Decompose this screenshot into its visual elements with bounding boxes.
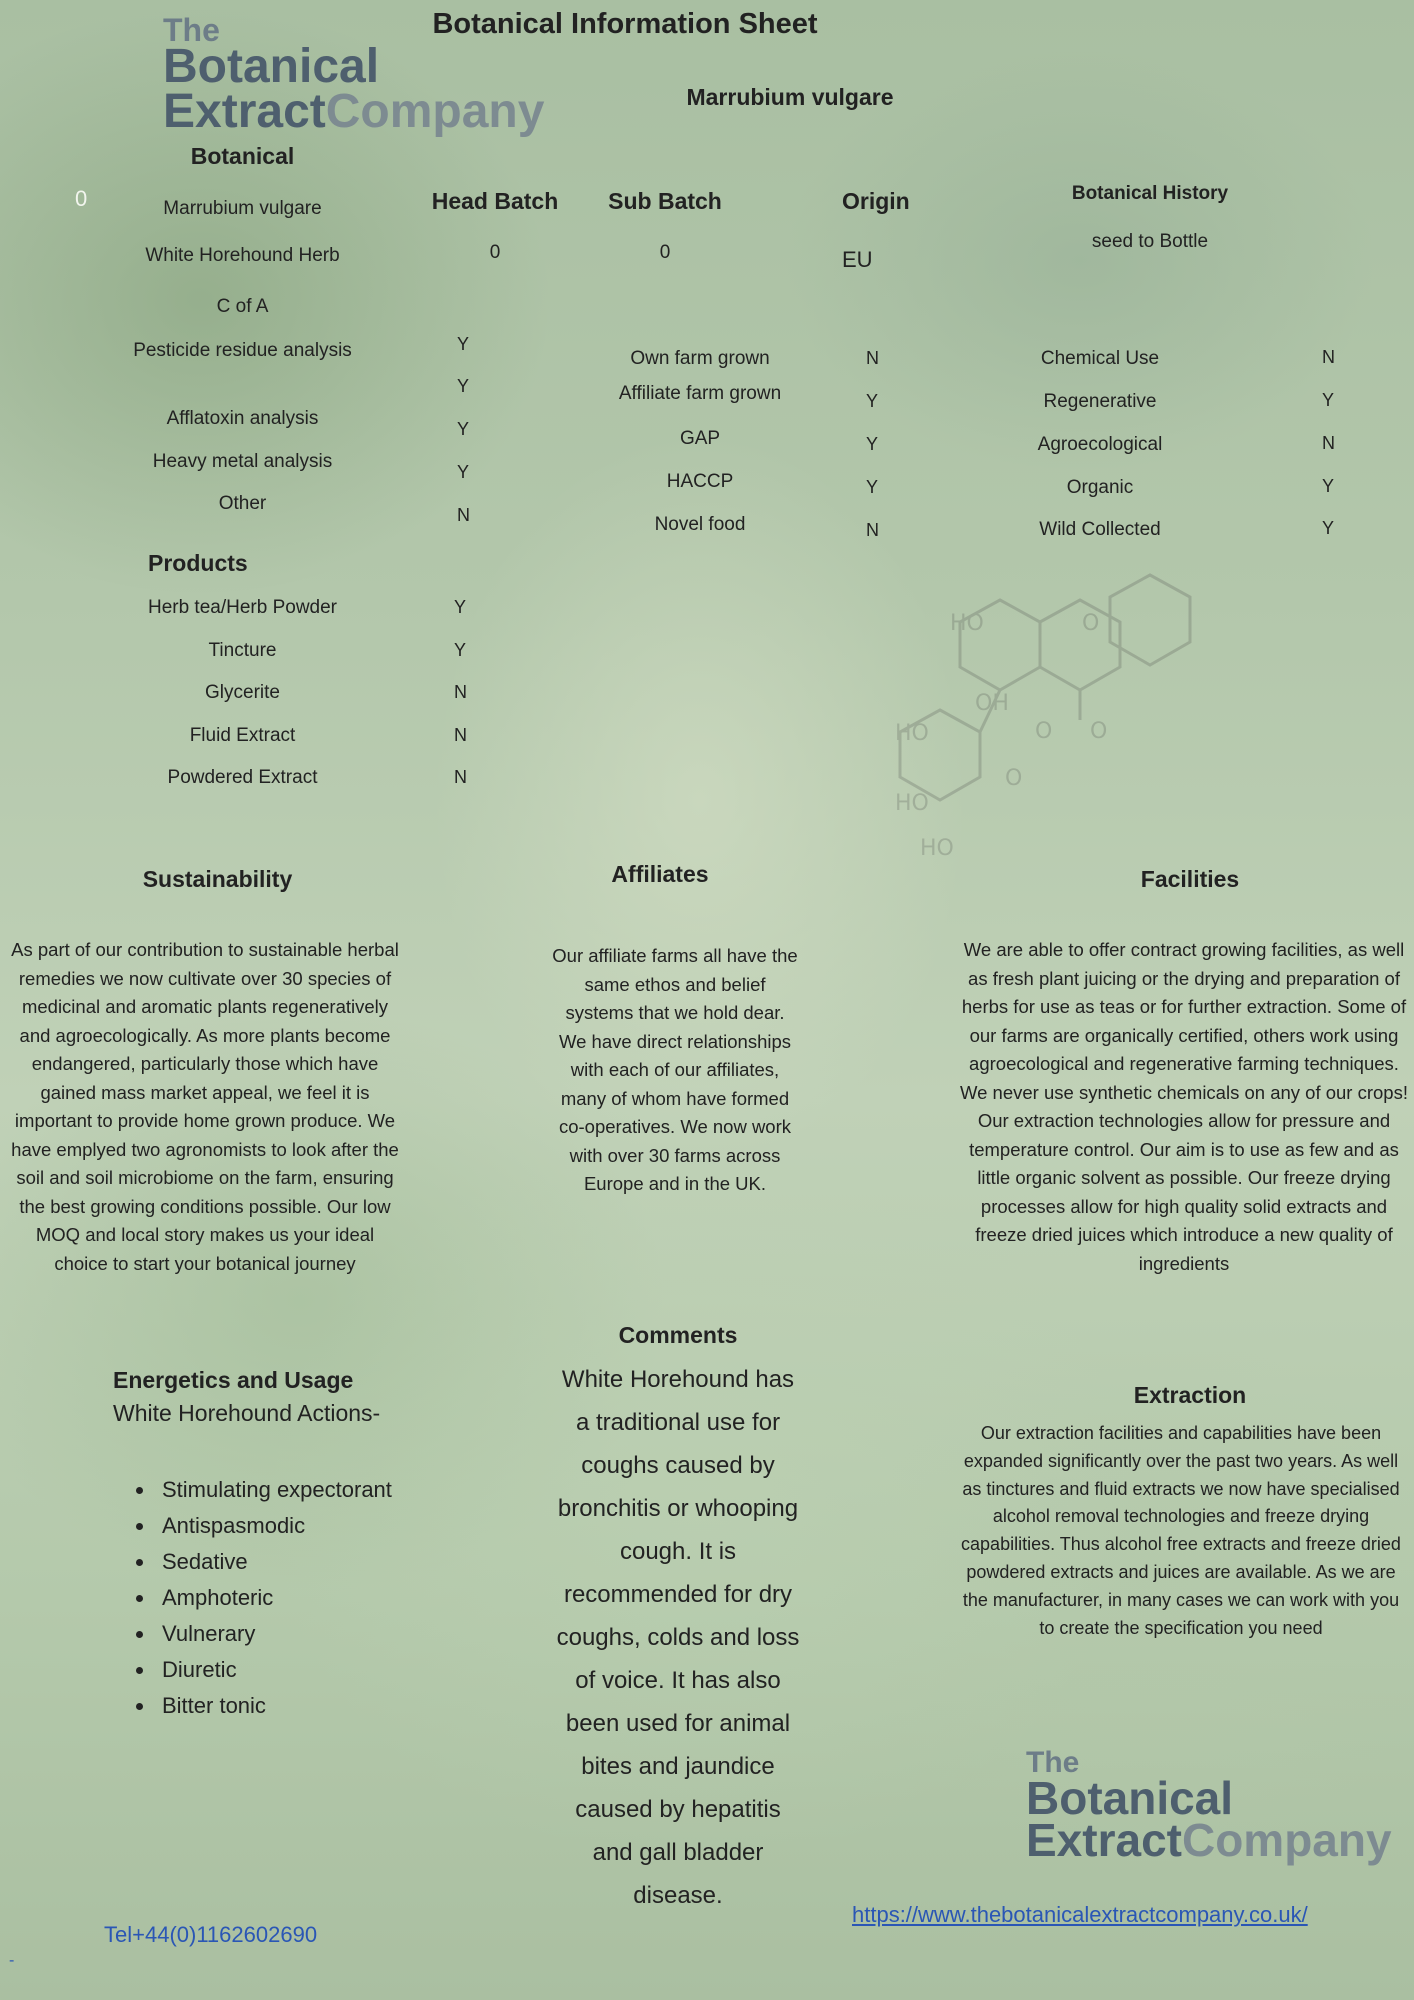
- action-item: • Vulnerary: [156, 1616, 392, 1652]
- product-value: N: [454, 725, 467, 745]
- practice-value: N: [1322, 347, 1335, 367]
- website-link[interactable]: https://www.thebotanicalextractcompany.co.uk/: [852, 1902, 1308, 1927]
- head-batch-value: 0: [489, 242, 501, 263]
- coa-value: Y: [457, 419, 470, 439]
- sourcing-value: Y: [866, 434, 879, 454]
- energetics-subheading: White Horehound Actions-: [113, 1400, 381, 1426]
- sourcing-label: GAP: [679, 428, 721, 449]
- product-value: Y: [454, 597, 467, 617]
- svg-text:HO: HO: [895, 791, 929, 816]
- sourcing-value: N: [866, 348, 879, 368]
- action-item: • Antispasmodic: [156, 1508, 392, 1544]
- practice-value: Y: [1322, 518, 1335, 538]
- footer-dash: -: [9, 1952, 15, 1969]
- company-logo-bottom: [1026, 1746, 1392, 1866]
- coa-label: Pesticide residue analysis: [133, 340, 352, 361]
- action-item: • Bitter tonic: [156, 1688, 392, 1724]
- action-item: • Amphoteric: [156, 1580, 392, 1616]
- botanical-heading: Botanical: [190, 143, 295, 169]
- svg-text:HO: HO: [895, 721, 929, 746]
- sourcing-value: N: [866, 520, 879, 540]
- svg-text:HO: HO: [920, 836, 954, 860]
- affiliates-text: Our affiliate farms all have the same ethos and belief systems that we hold dear. We have direct relationships with each of our affiliates, many of whom have formed co-operatives. We now work with over 30 farms across Europe and in the UK.: [552, 945, 798, 1194]
- head-batch-label: Head Batch: [431, 188, 559, 214]
- sourcing-value: Y: [866, 391, 879, 411]
- sourcing-value: Y: [866, 477, 879, 497]
- latin-name: Marrubium vulgare: [163, 198, 322, 219]
- sourcing-label: Own farm grown: [630, 348, 770, 369]
- product-label: Fluid Extract: [189, 725, 296, 746]
- actions-list: [128, 1472, 392, 1724]
- coa-value: Y: [457, 334, 470, 354]
- product-label: Powdered Extract: [167, 767, 318, 788]
- practice-label: Wild Collected: [1039, 519, 1161, 540]
- history-value: seed to Bottle: [1091, 231, 1209, 252]
- svg-text:OH: OH: [975, 691, 1009, 716]
- logo-line-3b: Company: [325, 84, 545, 138]
- logo-line-3b: Company: [1181, 1813, 1392, 1866]
- practice-value: Y: [1322, 390, 1335, 410]
- product-label: Glycerite: [205, 682, 280, 703]
- coa-label: Afflatoxin analysis: [166, 408, 319, 429]
- logo-line-1: The: [1026, 1746, 1080, 1779]
- energetics-heading: Energetics and Usage: [113, 1367, 354, 1393]
- product-label: Herb tea/Herb Powder: [147, 597, 338, 618]
- origin-value: EU: [842, 247, 873, 272]
- sourcing-label: Affiliate farm grown: [618, 383, 782, 404]
- logo-line-1: The: [163, 12, 220, 48]
- sub-batch-value: 0: [659, 242, 671, 263]
- sustainability-text: As part of our contribution to sustainable herbal remedies we now cultivate over 30 species of medicinal and aromatic plants regeneratively and agroecologically. As more plants become endangered, particularly those which have gained mass market appeal, we feel it is important to provide home grown produce. We have emplyed two agronomists to look after the soil and soil microbiome on the farm, ensuring the best growing conditions possible. Our low MOQ and local story makes us your ideal choice to start your botanical journey: [11, 939, 399, 1274]
- sourcing-label: Novel food: [654, 514, 746, 535]
- coa-label: Other: [218, 493, 267, 514]
- practice-label: Organic: [1066, 477, 1134, 498]
- comments-heading: Comments: [618, 1322, 738, 1348]
- common-name: White Horehound Herb: [145, 245, 340, 266]
- action-item: • Sedative: [156, 1544, 392, 1580]
- comments-text: White Horehound has a traditional use for coughs caused by bronchitis or whooping cough. It is recommended for dry coughs, colds and loss of voice. It has also been used for animal bites and jaundice caused by hepatitis and gall bladder disease.: [556, 1366, 800, 1909]
- sustainability-heading: Sustainability: [142, 866, 293, 892]
- coa-value: Y: [457, 376, 470, 396]
- practice-label: Regenerative: [1043, 391, 1157, 412]
- facilities-text: We are able to offer contract growing facilities, as well as fresh plant juicing or the drying and preparation of herbs for use as teas or for further extraction. Some of our farms are organically certified, others work using agroecological and regenerative farming techniques. We never use synthetic chemicals on any of our crops! Our extraction technologies allow for pressure and temperature control. Our aim is to use as few and as little organic solvent as possible. Our freeze drying processes allow for high quality solid extracts and freeze dried juices which introduce a new quality of ingredients: [960, 939, 1408, 1274]
- origin-label: Origin: [842, 188, 910, 214]
- coa-label: Heavy metal analysis: [152, 451, 333, 472]
- facilities-heading: Facilities: [1140, 866, 1240, 892]
- coa-value: N: [457, 505, 470, 525]
- extraction-text: Our extraction facilities and capabilities have been expanded significantly over the past two years. As well as tinctures and fluid extracts we now have specialised alcohol removal technologies and freeze drying capabilities. Thus alcohol free extracts and freeze dried powdered extracts and juices are available. As we are the manufacturer, in many cases we can work with you to create the specification you need: [961, 1423, 1401, 1638]
- svg-text:HO: HO: [950, 611, 984, 636]
- action-item: • Diuretic: [156, 1652, 392, 1688]
- product-label: Tincture: [208, 640, 277, 661]
- action-item: • Stimulating expectorant: [156, 1472, 392, 1508]
- product-value: Y: [454, 640, 467, 660]
- logo-line-2: Botanical: [1026, 1771, 1234, 1824]
- index-value: 0: [75, 186, 88, 211]
- svg-text:O: O: [1082, 611, 1100, 636]
- sourcing-label: HACCP: [666, 471, 734, 492]
- logo-line-3a: Extract: [163, 84, 326, 138]
- practice-label: Chemical Use: [1040, 348, 1160, 369]
- practice-value: N: [1322, 433, 1335, 453]
- extraction-heading: Extraction: [1133, 1382, 1247, 1408]
- logo-line-2: Botanical: [163, 40, 380, 94]
- phone-number: Tel+44(0)1162602690: [104, 1922, 318, 1947]
- coa-value: Y: [457, 462, 470, 482]
- svg-text:O: O: [1005, 766, 1023, 791]
- product-value: N: [454, 767, 467, 787]
- sub-batch-label: Sub Batch: [608, 188, 722, 214]
- products-heading: Products: [148, 550, 248, 576]
- species-title: Marrubium vulgare: [686, 84, 894, 110]
- product-value: N: [454, 682, 467, 702]
- page-title: Botanical Information Sheet: [432, 8, 818, 40]
- affiliates-heading: Affiliates: [611, 861, 709, 887]
- svg-text:O: O: [1090, 719, 1108, 744]
- logo-line-3a: Extract: [1026, 1813, 1182, 1866]
- coa-heading: C of A: [216, 296, 269, 317]
- molecule-graphic: [880, 570, 1220, 860]
- svg-text:O: O: [1035, 719, 1053, 744]
- history-heading: Botanical History: [1071, 183, 1229, 204]
- practice-label: Agroecological: [1037, 434, 1163, 455]
- practice-value: Y: [1322, 476, 1335, 496]
